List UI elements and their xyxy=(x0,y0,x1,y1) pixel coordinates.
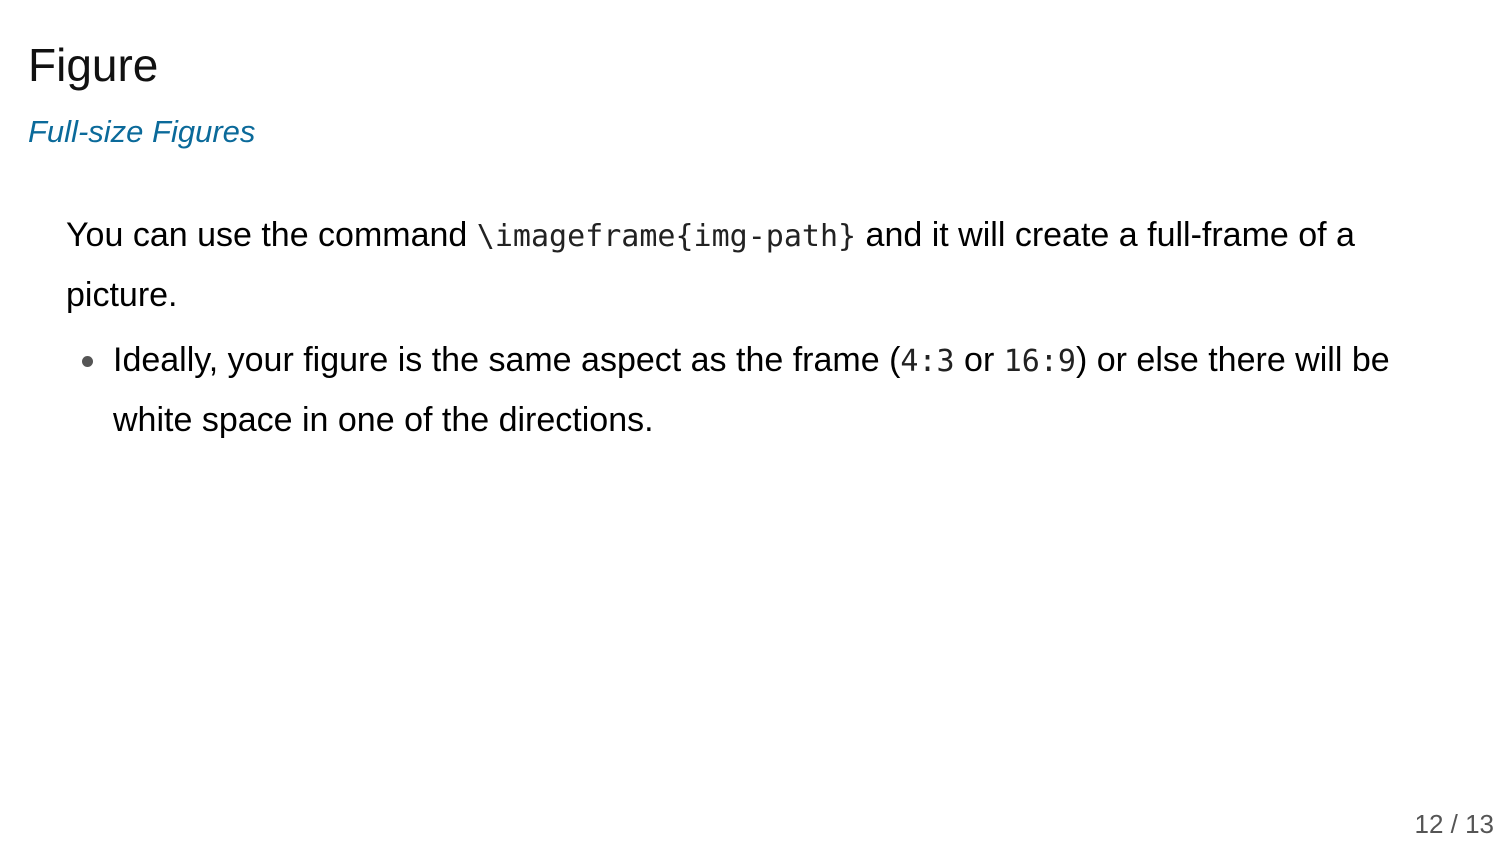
bullet-dot-icon xyxy=(82,356,93,367)
aspect-16-9-code: 16:9 xyxy=(1003,344,1076,379)
bullet-text-1: Ideally, your figure is the same aspect as the frame ( xyxy=(113,341,901,379)
intro-text-before: You can use the command xyxy=(66,216,477,254)
slide-subtitle: Full-size Figures xyxy=(28,114,256,149)
bullet-text-2: or xyxy=(954,341,1004,379)
slide-content xyxy=(66,206,1466,450)
bullet-text-3: ) or else there will be white space in one of the directions. xyxy=(113,341,1390,439)
aspect-4-3-code: 4:3 xyxy=(900,344,955,379)
slide-title: Figure xyxy=(28,39,159,91)
intro-paragraph xyxy=(66,206,1466,325)
bullet-list xyxy=(66,331,1466,450)
intro-text-after: and it will create a full-frame of a picture. xyxy=(66,216,1355,314)
bullet-item xyxy=(113,331,1466,450)
imageframe-command-code: \imageframe{img-path} xyxy=(476,219,857,254)
page-number: 12 / 13 xyxy=(1414,809,1494,839)
